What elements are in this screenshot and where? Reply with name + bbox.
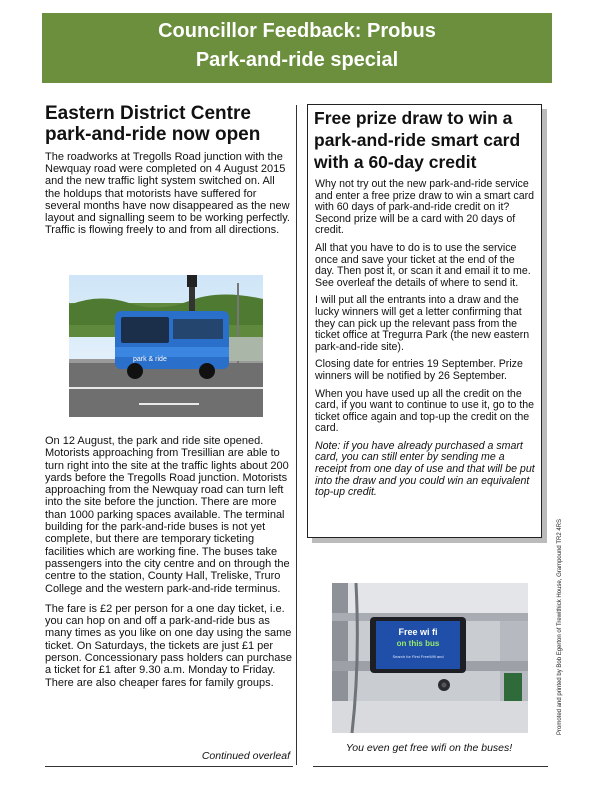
wifi-screen-line2: on this bus [396, 639, 440, 648]
prize-paragraph: All that you have to do is to use the service once and save your ticket at the end of the day. Then post it, or scan it and email it to me. See overleaf the details of where to send it. [315, 241, 531, 289]
banner-subtitle: Park-and-ride special [195, 49, 399, 71]
prize-draw-heading: Free prize draw to win a park-and-ride smart card with a 60-day credit [314, 108, 521, 172]
bus-photo-illustration [69, 275, 263, 417]
svg-text:park & ride: park & ride [133, 356, 167, 363]
prize-paragraph: When you have used up all the credit on the card, if you want to continue to use it, go to the ticket office again and top-up the credit on the card. [315, 387, 535, 435]
heading-line-2: park-and-ride now open [45, 124, 261, 145]
article-eastern-district [45, 103, 291, 244]
wifi-caption: You even get free wifi on the buses! [345, 742, 513, 754]
continued-overleaf-label: Continued overleaf [201, 750, 290, 762]
bottom-rule-right [313, 766, 548, 767]
article-paragraph: The fare is £2 per person for a one day ticket, i.e. you can hop on and off a park-and-ride bus as many times as you like on one day using the same ticket. On Saturdays, the tickets are just £1 per person. Concessionary pass holders can purchase a ticket for £1 after 9.30 a.m. Monday to Friday. There are also cheaper fares for family groups. [45, 602, 293, 689]
wifi-screen-line1: Free wi fi [398, 627, 438, 637]
wifi-photo-illustration [332, 583, 528, 733]
prize-paragraph: I will put all the entrants into a draw and the lucky winners will get a letter confirming that they can pick up the relevant pass from the ticket office at Tregurra Park (the new eastern park-and-ride site). [315, 294, 530, 353]
article-continued [45, 435, 293, 697]
imprint-vertical [551, 240, 571, 740]
prize-paragraph: Why not try out the new park-and-ride service and enter a free prize draw to win a smart card with 60 days of park-and-ride credit on it? Second prize will be a card with 20 days of credit. [315, 178, 535, 237]
prize-paragraph: Closing date for entries 19 September. Prize winners will be notified by 26 September. [315, 358, 523, 382]
prize-note: Note: if you have already purchased a smart card, you can still enter by sending me a receipt from one day of use and that will be put into the draw and you could win an equivalent top-up credit. [315, 439, 535, 499]
article-paragraph: On 12 August, the park and ride site opened. Motorists approaching from Tresillian are able to turn right into the site at the traffic lights about 200 yards before the Tregolls Road junction. Motorists approaching from the Newquay road can turn left into the site before the junction. There are more than 1000 parking spaces available. The terminal building for the park-and-ride buses is not yet complete, but there are temporary ticketing facilities which are working fine. The buses take passengers into the city centre and on through the centre to the station, County Hall, Treliske, Truro College and the western park-and-ride terminus. [45, 435, 290, 595]
imprint-text: Promoted and printed by Bob Egerton of Trewithick House, Grampound TR2 4RS [557, 518, 563, 735]
article-paragraph: The roadworks at Tregolls Road junction with the Newquay road were completed on 4 August 2015 and the new traffic light system switched on. All the holdups that motorists have suffered for several months have now disappeared as the new layout and signalling seem to be working perfectly. Traffic is flowing freely to and from all directions. [45, 151, 290, 237]
bottom-rule-left [45, 766, 293, 767]
prize-draw-box [307, 104, 542, 538]
article-heading [45, 103, 291, 145]
bus-photo [69, 275, 263, 417]
wifi-screen-line3: Search for First FreeWifi and [392, 654, 444, 659]
heading-line-1: Eastern District Centre [45, 103, 251, 124]
header-banner [42, 13, 552, 83]
column-divider [296, 105, 297, 765]
wifi-photo [332, 583, 528, 733]
banner-title: Councillor Feedback: Probus [158, 20, 436, 42]
